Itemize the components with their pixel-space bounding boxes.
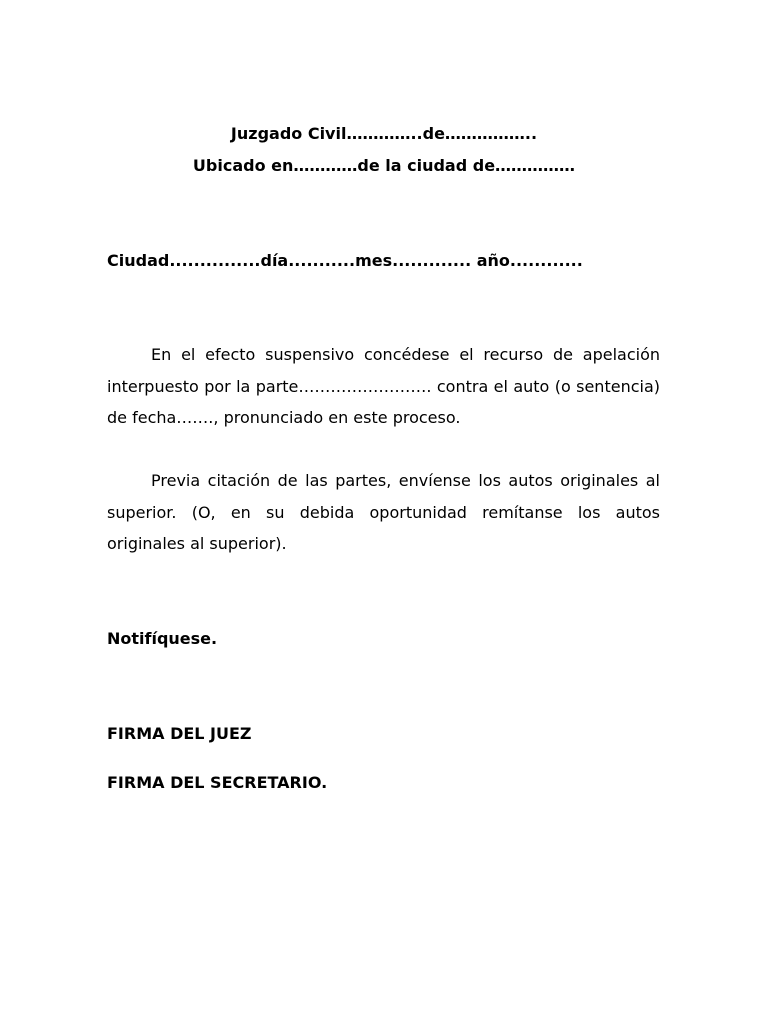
date-line: Ciudad...............día...........mes............. año............ — [107, 251, 583, 270]
court-heading: Juzgado Civil…………..de…………….. — [230, 124, 538, 143]
court-location-heading: Ubicado en…………de la ciudad de…………… — [192, 156, 576, 175]
secretary-signature-label: FIRMA DEL SECRETARIO. — [107, 773, 328, 792]
judge-signature-label: FIRMA DEL JUEZ — [107, 724, 252, 743]
body-paragraph-appeal: En el efecto suspensivo concédese el recurso de apelación interpuesto por la parte……………………. contra el auto (o sentencia) de fecha……., pronunciado en este proceso. — [107, 345, 660, 427]
body-paragraph-citation: Previa citación de las partes, envíense los autos originales al superior. (O, en su debida oportunidad remítanse los autos originales al superior). — [107, 471, 660, 553]
notification-line: Notifíquese. — [107, 629, 218, 648]
